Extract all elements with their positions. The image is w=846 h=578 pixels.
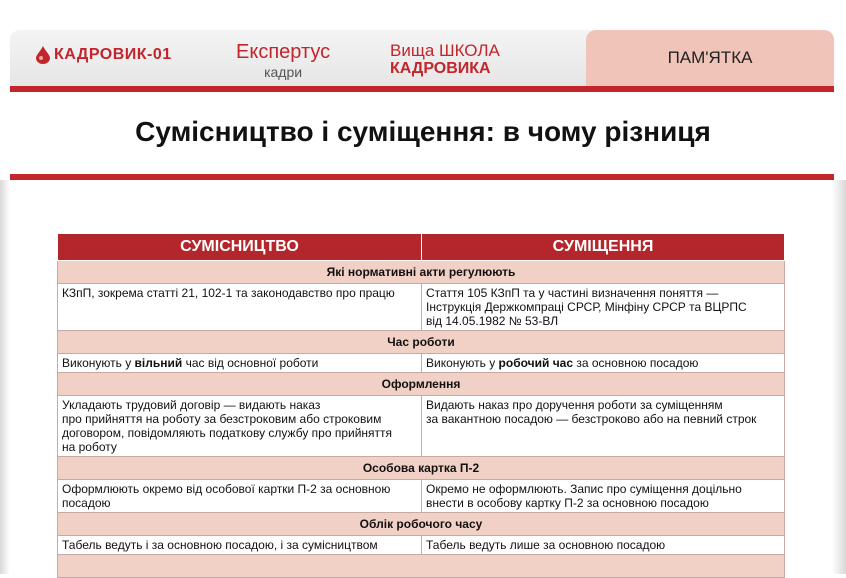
title-divider (10, 174, 834, 180)
section-row (58, 457, 785, 480)
logo-expertus-top: Експертус (236, 41, 331, 63)
section-row (58, 331, 785, 354)
cell-line: Видають наказ про доручення роботи за суміщенням (426, 398, 723, 412)
table-row (58, 480, 785, 513)
cell-text-bold: вільний (134, 356, 183, 370)
section-heading: Які нормативні акти регулюють (58, 261, 785, 284)
logo-school-bottom: КАДРОВИКА (390, 60, 491, 77)
cell-text: Табель ведуть лише за основною посадою (426, 538, 666, 552)
column-header-sumisnytstvo: СУМІСНИЦТВО (58, 234, 422, 261)
logo-school[interactable] (390, 42, 500, 77)
logo-kadrovik-text: КАДРОВИК-01 (54, 46, 172, 63)
logo-kadrovik[interactable] (36, 46, 172, 64)
logo-expertus[interactable] (236, 42, 330, 79)
cell-left (58, 536, 422, 555)
section-heading-cut-off (58, 555, 785, 578)
cell-line: про прийняття на роботу за безстроковим або строковим (62, 412, 382, 426)
table-row (58, 284, 785, 331)
comparison-table (57, 233, 785, 578)
section-heading: Особова картка П-2 (58, 457, 785, 480)
cell-right (422, 354, 785, 373)
cell-line: внести в особову картку П-2 за основною посадою (426, 496, 709, 510)
drop-icon (36, 46, 50, 64)
cell-line: за вакантною посадою — безстроково або на певний строк (426, 412, 757, 426)
section-heading: Оформлення (58, 373, 785, 396)
memo-tag: ПАМ'ЯТКА (586, 30, 834, 86)
cell-left (58, 480, 422, 513)
cell-right (422, 284, 785, 331)
cell-text: час від основної роботи (182, 356, 319, 370)
cell-left (58, 354, 422, 373)
cell-text: Виконують у (62, 356, 135, 370)
table-header-row (58, 234, 785, 261)
section-heading: Облік робочого часу (58, 513, 785, 536)
cell-left (58, 396, 422, 457)
cell-text: КЗпП, зокрема статті 21, 102-1 та законодавство про працю (62, 286, 395, 300)
page-title: Сумісництво і суміщення: в чому різниця (135, 116, 711, 147)
cell-right (422, 396, 785, 457)
column-header-sumishchennia: СУМІЩЕННЯ (422, 234, 785, 261)
section-heading: Час роботи (58, 331, 785, 354)
cell-left (58, 284, 422, 331)
logo-school-top: Вища ШКОЛА (390, 41, 500, 60)
cell-text: за основною посадою (573, 356, 699, 370)
page-shadow-right (832, 180, 846, 574)
table-row (58, 396, 785, 457)
cell-text-bold: робочий час (498, 356, 574, 370)
cell-line: від 14.05.1982 № 53-ВЛ (426, 314, 559, 328)
logo-expertus-bottom: кадри (264, 64, 303, 80)
section-row (58, 513, 785, 536)
cell-line: Інструкція Держкомпраці СРСР, Мінфіну СРСР та ВЦРПС (426, 300, 747, 314)
cell-line: Оформлюють окремо від особової картки П-2 за основною (62, 482, 391, 496)
section-row (58, 373, 785, 396)
cell-line: посадою (62, 496, 111, 510)
page-shadow-left (0, 180, 10, 574)
cell-line: Укладають трудовий договір — видають наказ (62, 398, 321, 412)
cell-line: Стаття 105 КЗпП та у частині визначення поняття — (426, 286, 719, 300)
header-banner (10, 30, 834, 92)
table-row (58, 354, 785, 373)
section-row (58, 261, 785, 284)
cell-line: договором, повідомляють податкову службу про прийняття (62, 426, 393, 440)
cell-right (422, 536, 785, 555)
table-row (58, 536, 785, 555)
cell-text: Виконують у (426, 356, 499, 370)
cell-text: Табель ведуть і за основною посадою, і за сумісництвом (62, 538, 378, 552)
cell-line: Окремо не оформлюють. Запис про суміщення доцільно (426, 482, 742, 496)
section-row-partial (58, 555, 785, 578)
cell-line: на роботу (62, 440, 117, 454)
cell-right (422, 480, 785, 513)
